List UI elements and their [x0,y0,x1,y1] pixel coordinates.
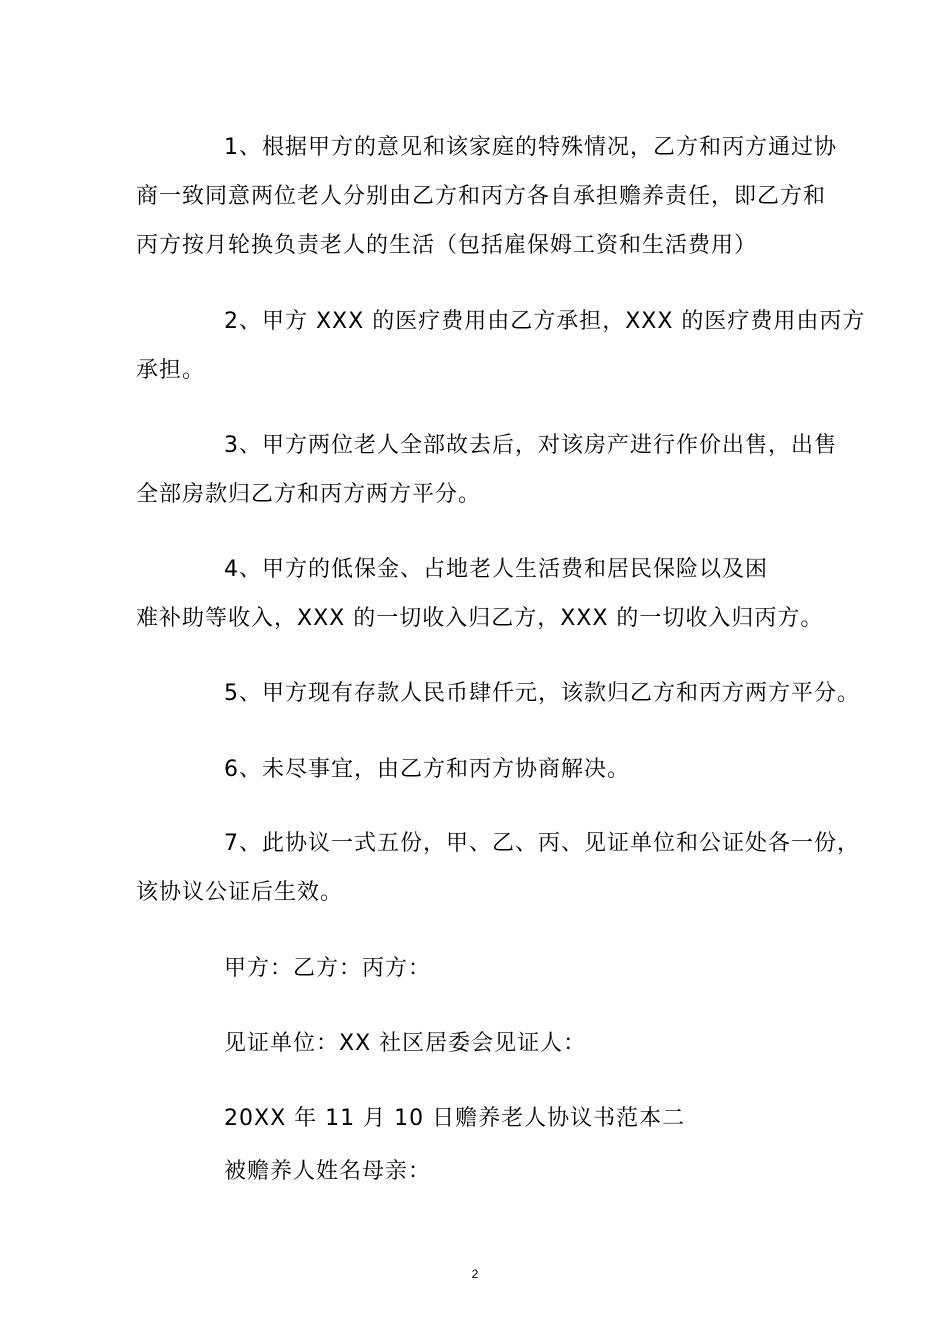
paragraph-3-line-1: 3、甲方两位老人全部故去后，对该房产进行作价出售，出售 [224,433,837,458]
witness-line: 见证单位：XX 社区居委会见证人： [224,1031,587,1056]
paragraph-2-line-1: 2、甲方 XXX 的医疗费用由乙方承担，XXX 的医疗费用由丙方 [224,309,866,334]
paragraph-7-line-2: 该协议公证后生效。 [136,880,344,905]
paragraph-1-line-2: 商一致同意两位老人分别由乙方和丙方各自承担赡养责任，即乙方和 [136,184,827,209]
paragraph-4-line-1: 4、甲方的低保金、占地老人生活费和居民保险以及困 [224,557,768,582]
paragraph-1-line-1: 1、根据甲方的意见和该家庭的特殊情况，乙方和丙方通过协 [224,135,837,160]
date-title-line: 20XX 年 11 月 10 日赡养老人协议书范本二 [224,1106,686,1131]
paragraph-4-line-2: 难补助等收入，XXX 的一切收入归乙方，XXX 的一切收入归丙方。 [136,606,824,631]
paragraph-5-line-1: 5、甲方现有存款人民币肆仟元，该款归乙方和丙方两方平分。 [224,681,860,706]
page-number: 2 [471,1267,479,1281]
supported-person-line: 被赡养人姓名母亲： [224,1159,432,1184]
paragraph-3-line-2: 全部房款归乙方和丙方两方平分。 [136,482,482,507]
paragraph-1-line-3: 丙方按月轮换负责老人的生活（包括雇保姆工资和生活费用） [136,233,758,258]
paragraph-7-line-1: 7、此协议一式五份，甲、乙、丙、见证单位和公证处各一份， [224,831,860,856]
paragraph-2-line-2: 承担。 [136,358,206,383]
paragraph-6-line-1: 6、未尽事宜，由乙方和丙方协商解决。 [224,757,630,782]
signature-parties-line: 甲方：乙方：丙方： [224,956,432,981]
